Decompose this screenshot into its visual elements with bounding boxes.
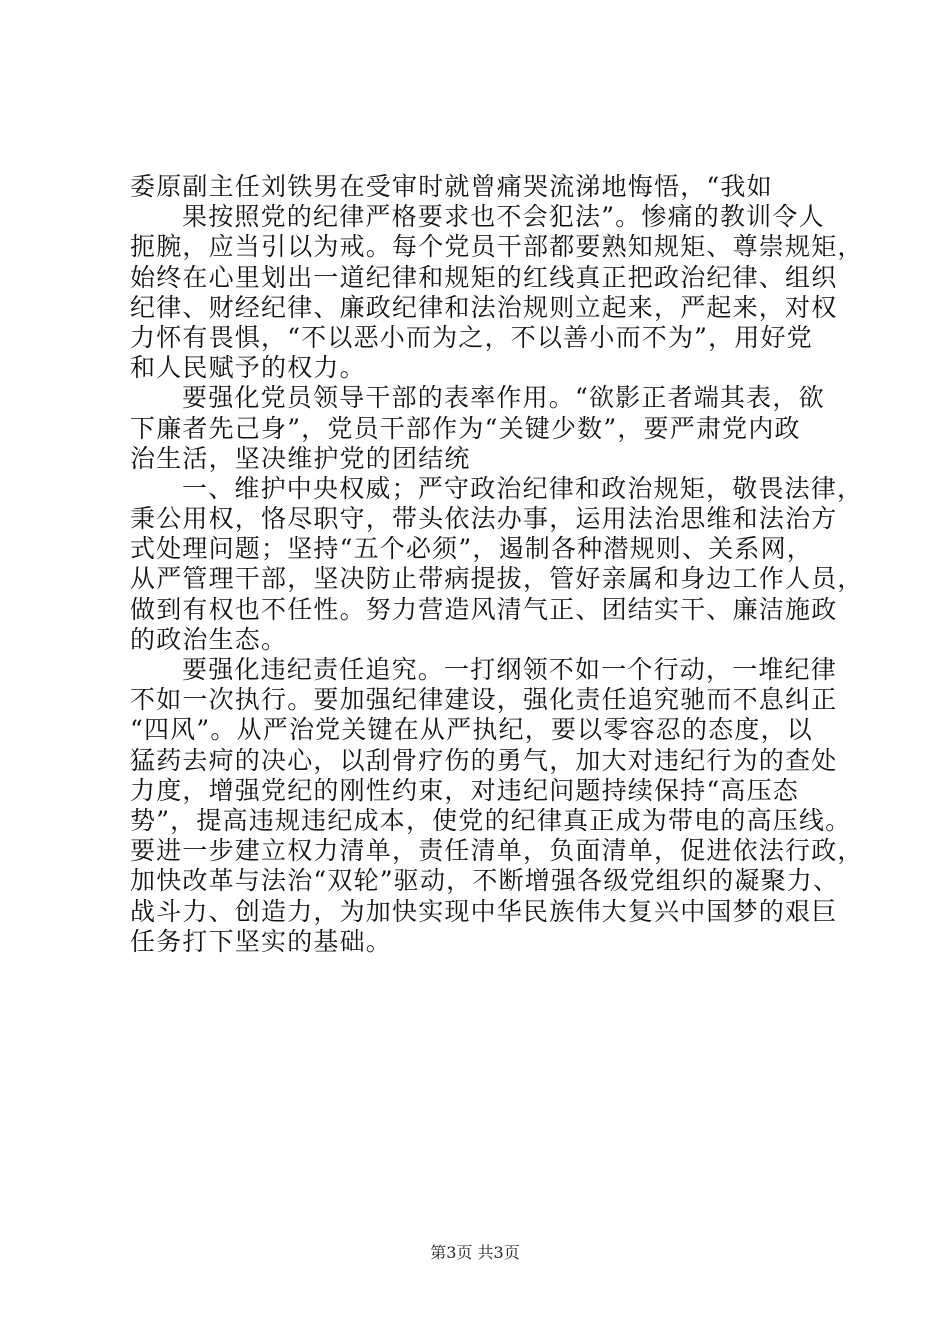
text-line: 的政治生态。 — [130, 624, 288, 654]
text-line: 委原副主任刘铁男在受审时就曾痛哭流涕地悔悟，“我如 — [130, 172, 773, 201]
body-text — [130, 172, 862, 957]
text-line: 猛药去疴的决心，以刮骨疗伤的勇气，加大对违纪行为的查处 — [130, 745, 838, 775]
text-line: 治生活，坚决维护党的团结统 — [130, 443, 471, 473]
text-line: 和人民赋予的权力。 — [130, 353, 366, 383]
text-line: 一、维护中央权威；严守政治纪律和政治规矩，敬畏法律， — [182, 473, 864, 503]
text-line: 纪律、财经纪律、廉政纪律和法治规则立起来，严起来，对权 — [130, 292, 838, 322]
text-line: 要强化党员领导干部的表率作用。“欲影正者端其表，欲 — [182, 383, 825, 413]
text-line: 不如一次执行。要加强纪律建设，强化责任追究驰而不息纠正 — [130, 685, 838, 715]
text-line: 秉公用权，恪尽职守，带头依法办事，运用法治思维和法治方 — [130, 504, 838, 534]
text-line: 始终在心里划出一道纪律和规矩的红线真正把政治纪律、组织 — [130, 262, 838, 292]
text-line: 力怀有畏惧，“不以恶小而为之，不以善小而不为”，用好党 — [130, 322, 813, 352]
text-line: 加快改革与法治“双轮”驱动，不断增强各级党组织的凝聚力、 — [130, 866, 840, 896]
text-line: 战斗力、创造力，为加快实现中华民族伟大复兴中国梦的艰巨 — [130, 896, 838, 926]
text-line: 要进一步建立权力清单，责任清单，负面清单，促进依法行政， — [130, 836, 864, 866]
text-line: 任务打下坚实的基础。 — [130, 926, 393, 956]
text-line: 下廉者先己身”，党员干部作为“关键少数”，要严肃党内政 — [130, 413, 801, 443]
page-footer: 第3页 共3页 — [430, 1243, 520, 1262]
text-line: 扼腕，应当引以为戒。每个党员干部都要熟知规矩、尊崇规矩， — [130, 232, 864, 262]
text-line: 从严管理干部，坚决防止带病提拔，管好亲属和身边工作人员， — [130, 564, 864, 594]
text-line: 式处理问题；坚持“五个必须”，遏制各种潜规则、关系网， — [130, 534, 813, 564]
text-line: “四风”。从严治党关键在从严执纪，要以零容忍的态度，以 — [130, 715, 813, 745]
text-line: 势”，提高违规违纪成本，使党的纪律真正成为带电的高压线。 — [130, 805, 852, 835]
text-line: 力度，增强党纪的刚性约束，对违纪问题持续保持“高压态 — [130, 775, 799, 805]
text-line: 做到有权也不任性。努力营造风清气正、团结实干、廉洁施政 — [130, 594, 838, 624]
text-line: 要强化违纪责任追究。一打纲领不如一个行动，一堆纪律 — [182, 655, 838, 684]
text-line: 果按照党的纪律严格要求也不会犯法”。惨痛的教训令人 — [182, 202, 825, 232]
